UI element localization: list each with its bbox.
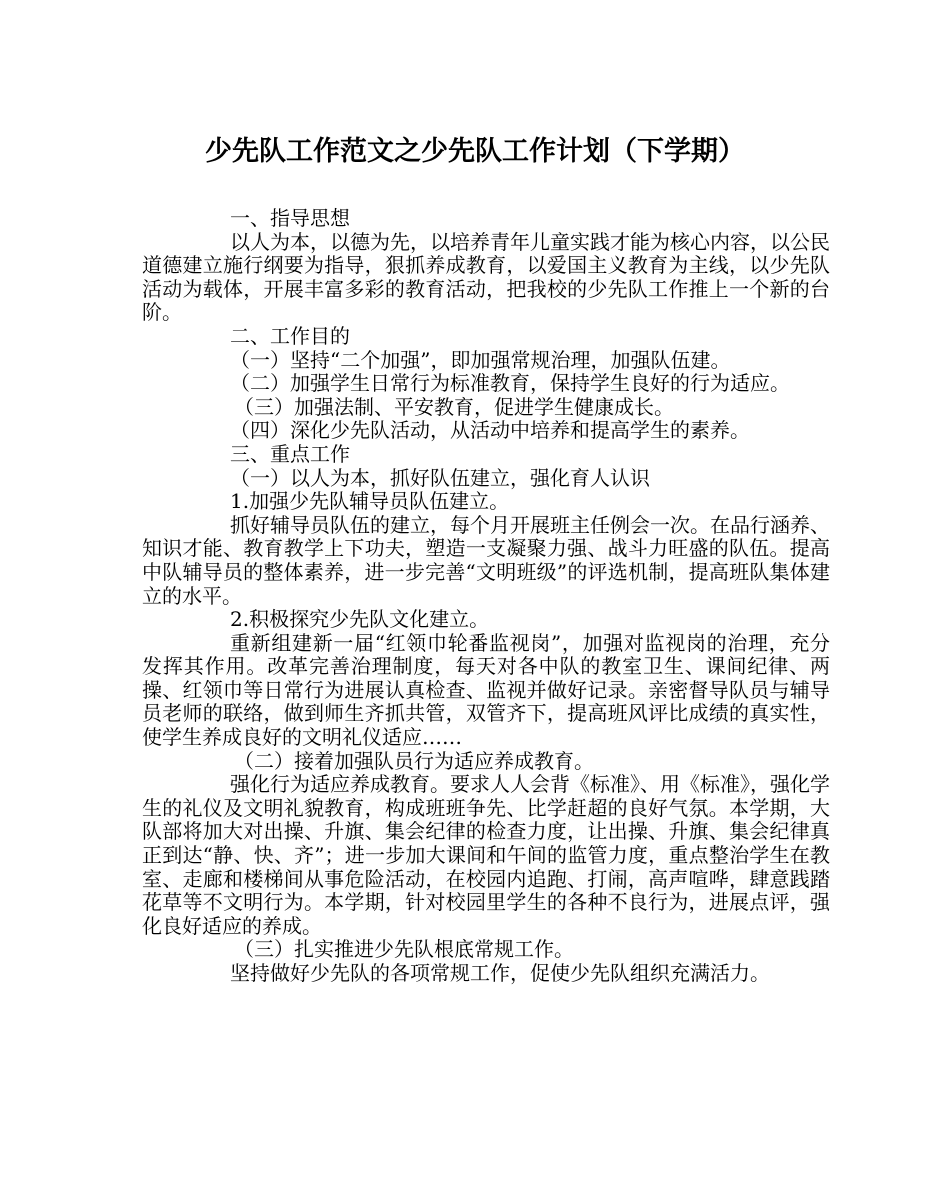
section-heading: 三、重点工作 — [230, 441, 350, 466]
subsection-heading: （一）以人为本，抓好队伍建立，强化育人认识 — [230, 465, 650, 490]
section-heading: 二、工作目的 — [230, 323, 350, 348]
list-item: （三）加强法制、平安教育，促进学生健康成长。 — [234, 394, 674, 419]
subsection-heading: （二）接着加强队员行为适应养成教育。 — [234, 748, 594, 773]
document-body — [142, 207, 830, 986]
paragraph: 以人为本，以德为先，以培养青年儿童实践才能为核心内容，以公民道德建立施行纲要为指导，狠抓养成教育，以爱国主义教育为主线，以少先队活动为载体，开展丰富多彩的教育活动，把我校的少先队工作推上一个新的台阶。 — [142, 229, 830, 325]
document-title: 少先队工作范文之少先队工作计划（下学期） — [205, 136, 745, 167]
item-heading: 2.积极探究少先队文化建立。 — [230, 607, 490, 632]
paragraph: 抓好辅导员队伍的建立，每个月开展班主任例会一次。在品行涵养、知识才能、教育教学上下功夫，塑造一支凝聚力强、战斗力旺盛的队伍。提高中队辅导员的整体素养，进一步完善“文明班级”的评选机制，提高班队集体建立的水平。 — [142, 512, 830, 608]
list-item: （一）坚持“二个加强”，即加强常规治理，加强队伍建。 — [230, 347, 731, 372]
list-item: （二）加强学生日常行为标准教育，保持学生良好的行为适应。 — [230, 371, 790, 396]
list-item: （四）深化少先队活动，从活动中培养和提高学生的素养。 — [230, 418, 750, 443]
item-heading: 1.加强少先队辅导员队伍建立。 — [230, 489, 510, 514]
subsection-heading: （三）扎实推进少先队根底常规工作。 — [234, 937, 574, 962]
paragraph: 重新组建新一届“红领巾轮番监视岗”，加强对监视岗的治理，充分发挥其作用。改革完善治理制度，每天对各中队的教室卫生、课间纪律、两操、红领巾等日常行为进展认真检查、监视并做好记录。亲密督导队员与辅导员老师的联络，做到师生齐抓共管，双管齐下，提高班风评比成绩的真实性，使学生养成良好的文明礼仪适应…… — [142, 630, 830, 750]
paragraph: 坚持做好少先队的各项常规工作，促使少先队组织充满活力。 — [230, 961, 770, 985]
section-heading: 一、指导思想 — [230, 206, 350, 230]
paragraph: 强化行为适应养成教育。要求人人会背《标准》、用《标准》，强化学生的礼仪及文明礼貌教育，构成班班争先、比学赶超的良好气氛。本学期，大队部将加大对出操、升旗、集会纪律的检查力度，让出操、升旗、集会纪律真正到达“静、快、齐”；进一步加大课间和午间的监管力度，重点整治学生在教室、走廊和楼梯间从事危险活动，在校园内追跑、打闹，高声喧哗，肆意践踏花草等不文明行为。本学期，针对校园里学生的各种不良行为，进展点评，强化良好适应的养成。 — [142, 772, 830, 938]
